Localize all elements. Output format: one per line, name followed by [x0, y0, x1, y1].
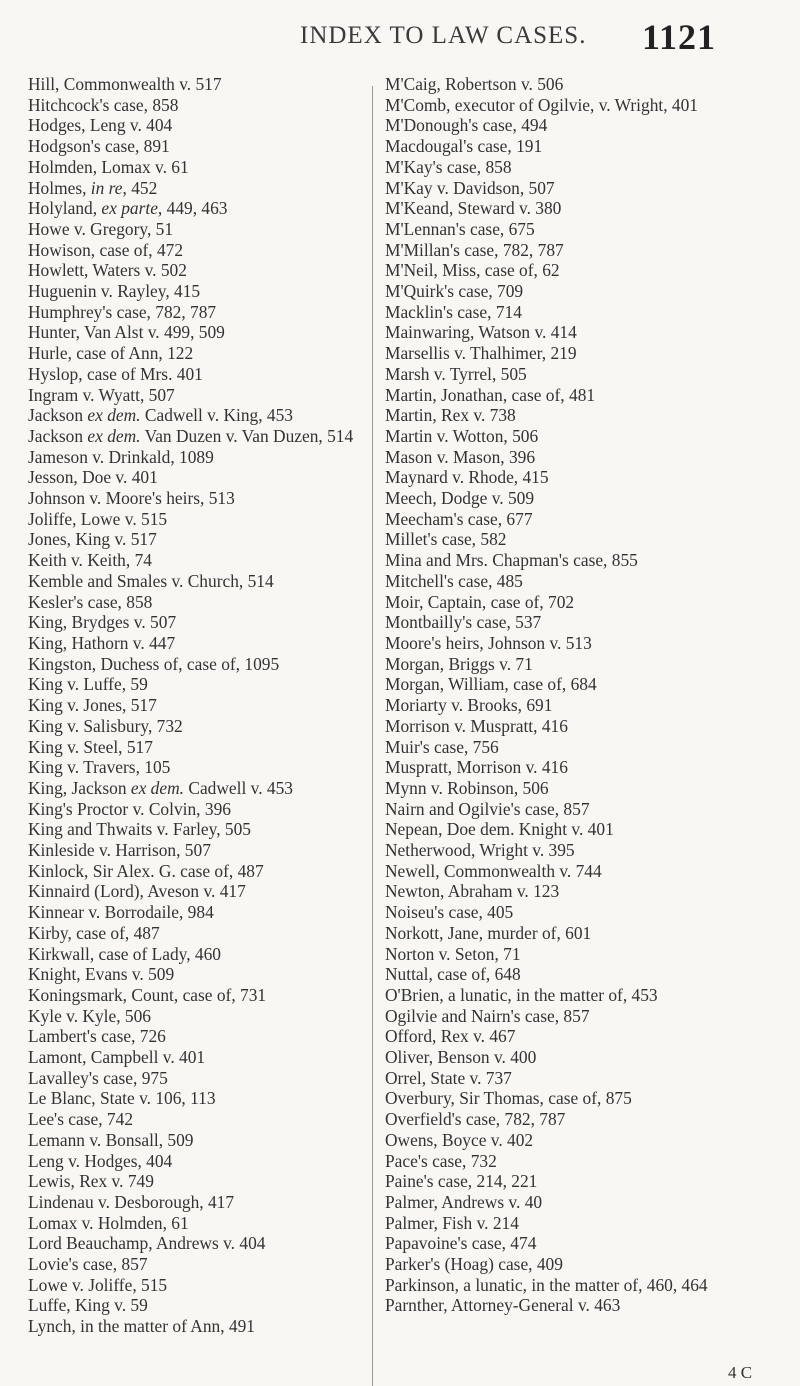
index-entry: Mitchell's case, 485 — [385, 570, 523, 591]
index-entry: M'Comb, executor of Ogilvie, v. Wright, 401 — [385, 94, 699, 115]
index-entry: Moir, Captain, case of, 702 — [385, 591, 575, 612]
index-entry: Palmer, Fish v. 214 — [385, 1212, 519, 1233]
index-entry: Lee's case, 742 — [28, 1109, 134, 1130]
index-entry: Moore's heirs, Johnson v. 513 — [385, 632, 592, 653]
index-entry: Kirby, case of, 487 — [28, 922, 160, 943]
index-entry: Le Blanc, State v. 106, 113 — [28, 1088, 216, 1109]
index-entry: Koningsmark, Count, case of, 731 — [28, 984, 267, 1005]
index-entry: Palmer, Andrews v. 40 — [385, 1191, 543, 1212]
index-entry: Hurle, case of Ann, 122 — [28, 343, 194, 364]
index-entry: Huguenin v. Rayley, 415 — [28, 281, 201, 302]
index-entry: Kirkwall, case of Lady, 460 — [28, 943, 222, 964]
index-entry: Netherwood, Wright v. 395 — [385, 840, 575, 861]
index-entry: King and Thwaits v. Farley, 505 — [28, 819, 251, 840]
signature-mark: 4 C — [728, 1363, 753, 1382]
index-entry: King v. Luffe, 59 — [28, 674, 148, 695]
index-entry: Lindenau v. Desborough, 417 — [28, 1191, 235, 1212]
index-entry: Luffe, King v. 59 — [28, 1295, 148, 1316]
index-entry: Kingston, Duchess of, case of, 1095 — [28, 653, 280, 674]
index-entry: Lord Beauchamp, Andrews v. 404 — [28, 1233, 266, 1254]
index-entry: Hunter, Van Alst v. 499, 509 — [28, 322, 225, 343]
index-entry: M'Quirk's case, 709 — [385, 281, 524, 302]
index-entry: Lavalley's case, 975 — [28, 1067, 168, 1088]
index-entry: Lambert's case, 726 — [28, 1026, 166, 1047]
index-entry: Jones, King v. 517 — [28, 529, 157, 550]
page-number: 1121 — [642, 17, 717, 57]
index-entry: King, Jackson ex dem. Cadwell v. 453 — [28, 777, 293, 798]
index-entry: Norkott, Jane, murder of, 601 — [385, 922, 592, 943]
index-entry: Ogilvie and Nairn's case, 857 — [385, 1005, 590, 1026]
index-entry: Hodges, Leng v. 404 — [28, 115, 173, 136]
index-entry: Kinlock, Sir Alex. G. case of, 487 — [28, 860, 264, 881]
index-entry: Hitchcock's case, 858 — [28, 94, 179, 115]
index-entry: King v. Salisbury, 732 — [28, 715, 183, 736]
index-entry: King, Brydges v. 507 — [28, 612, 177, 633]
index-entry: Kesler's case, 858 — [28, 591, 153, 612]
index-entry: M'Donough's case, 494 — [385, 115, 548, 136]
index-entry: Holyland, ex parte, 449, 463 — [28, 198, 228, 219]
index-entry: Mason v. Mason, 396 — [385, 446, 536, 467]
index-entry: M'Kay's case, 858 — [385, 156, 512, 177]
index-entry: Nepean, Doe dem. Knight v. 401 — [385, 819, 614, 840]
index-entry: Holmes, in re, 452 — [28, 177, 158, 198]
index-column-left — [28, 74, 368, 1337]
index-column-right — [385, 74, 777, 1316]
index-entry: Macklin's case, 714 — [385, 301, 522, 322]
index-entry: Johnson v. Moore's heirs, 513 — [28, 488, 235, 509]
index-entry: King, Hathorn v. 447 — [28, 632, 176, 653]
index-entry: Lynch, in the matter of Ann, 491 — [28, 1316, 256, 1337]
index-entry: Newell, Commonwealth v. 744 — [385, 860, 602, 881]
index-entry: Pace's case, 732 — [385, 1150, 497, 1171]
index-entry: Morrison v. Muspratt, 416 — [385, 715, 568, 736]
index-entry: Jackson ex dem. Cadwell v. King, 453 — [28, 405, 294, 426]
index-entry: M'Kay v. Davidson, 507 — [385, 177, 555, 198]
index-entry: Macdougal's case, 191 — [385, 136, 543, 157]
index-entry: Newton, Abraham v. 123 — [385, 881, 560, 902]
index-entry: Knight, Evans v. 509 — [28, 964, 175, 985]
index-entry: Howison, case of, 472 — [28, 239, 184, 260]
index-entry: Ingram v. Wyatt, 507 — [28, 384, 175, 405]
index-entry: Kinleside v. Harrison, 507 — [28, 840, 211, 861]
index-entry: Muir's case, 756 — [385, 736, 499, 757]
index-entry: Jameson v. Drinkald, 1089 — [28, 446, 214, 467]
index-entry: Jesson, Doe v. 401 — [28, 467, 158, 488]
index-entry: Millet's case, 582 — [385, 529, 507, 550]
index-entry: Overbury, Sir Thomas, case of, 875 — [385, 1088, 632, 1109]
index-entry: Martin, Rex v. 738 — [385, 405, 516, 426]
index-entry: Mainwaring, Watson v. 414 — [385, 322, 577, 343]
index-entry: M'Millan's case, 782, 787 — [385, 239, 564, 260]
index-entry: Mina and Mrs. Chapman's case, 855 — [385, 550, 638, 571]
index-entry: Morgan, Briggs v. 71 — [385, 653, 533, 674]
page-header — [0, 14, 800, 60]
index-entry: M'Lennan's case, 675 — [385, 218, 535, 239]
index-entry: Howlett, Waters v. 502 — [28, 260, 187, 281]
index-entry: Nuttal, case of, 648 — [385, 964, 521, 985]
index-entry: Lowe v. Joliffe, 515 — [28, 1274, 168, 1295]
index-entry: Oliver, Benson v. 400 — [385, 1047, 537, 1068]
index-entry: Owens, Boyce v. 402 — [385, 1129, 534, 1150]
index-entry: Martin, Jonathan, case of, 481 — [385, 384, 596, 405]
index-entry: Morgan, William, case of, 684 — [385, 674, 597, 695]
index-entry: Hodgson's case, 891 — [28, 136, 170, 157]
index-entry: Kyle v. Kyle, 506 — [28, 1005, 151, 1026]
index-entry: Parnther, Attorney-General v. 463 — [385, 1295, 621, 1316]
index-entry: Lamont, Campbell v. 401 — [28, 1047, 206, 1068]
index-entry: King v. Steel, 517 — [28, 736, 153, 757]
running-title: INDEX TO LAW CASES. — [300, 22, 587, 49]
index-entry: Martin v. Wotton, 506 — [385, 425, 539, 446]
index-entry: Moriarty v. Brooks, 691 — [385, 695, 553, 716]
index-entry: M'Neil, Miss, case of, 62 — [385, 260, 560, 281]
index-entry: Muspratt, Morrison v. 416 — [385, 757, 568, 778]
index-entry: Meecham's case, 677 — [385, 508, 533, 529]
index-entry: Kemble and Smales v. Church, 514 — [28, 570, 274, 591]
index-entry: Hill, Commonwealth v. 517 — [28, 74, 222, 94]
index-entry: Mynn v. Robinson, 506 — [385, 777, 549, 798]
index-entry: Kinnaird (Lord), Aveson v. 417 — [28, 881, 246, 902]
index-entry: Joliffe, Lowe v. 515 — [28, 508, 168, 529]
index-entry: M'Caig, Robertson v. 506 — [385, 74, 564, 94]
index-entry: Parker's (Hoag) case, 409 — [385, 1254, 563, 1275]
index-entry: Leng v. Hodges, 404 — [28, 1150, 173, 1171]
index-entry: Papavoine's case, 474 — [385, 1233, 537, 1254]
index-entry: Parkinson, a lunatic, in the matter of, 460, 464 — [385, 1274, 708, 1295]
column-divider — [372, 86, 373, 1386]
index-entry: King's Proctor v. Colvin, 396 — [28, 798, 231, 819]
index-entry: Paine's case, 214, 221 — [385, 1171, 538, 1192]
index-entry: King v. Travers, 105 — [28, 757, 171, 778]
index-entry: Nairn and Ogilvie's case, 857 — [385, 798, 590, 819]
index-entry: King v. Jones, 517 — [28, 695, 157, 716]
index-entry: Lomax v. Holmden, 61 — [28, 1212, 189, 1233]
index-entry: Marsellis v. Thalhimer, 219 — [385, 343, 577, 364]
index-entry: Noiseu's case, 405 — [385, 902, 514, 923]
index-entry: Maynard v. Rhode, 415 — [385, 467, 549, 488]
index-entry: Marsh v. Tyrrel, 505 — [385, 363, 527, 384]
index-entry: Meech, Dodge v. 509 — [385, 488, 535, 509]
index-entry: Jackson ex dem. Van Duzen v. Van Duzen, 514 — [28, 425, 354, 446]
index-entry: Offord, Rex v. 467 — [385, 1026, 516, 1047]
index-entry: Kinnear v. Borrodaile, 984 — [28, 902, 214, 923]
index-entry: M'Keand, Steward v. 380 — [385, 198, 562, 219]
index-entry: Howe v. Gregory, 51 — [28, 218, 174, 239]
index-entry: Lemann v. Bonsall, 509 — [28, 1129, 194, 1150]
index-entry: Lovie's case, 857 — [28, 1254, 148, 1275]
index-entry: Norton v. Seton, 71 — [385, 943, 521, 964]
index-entry: Montbailly's case, 537 — [385, 612, 542, 633]
index-entry: Orrel, State v. 737 — [385, 1067, 512, 1088]
index-entry: Lewis, Rex v. 749 — [28, 1171, 154, 1192]
index-entry: O'Brien, a lunatic, in the matter of, 453 — [385, 984, 658, 1005]
index-entry: Humphrey's case, 782, 787 — [28, 301, 217, 322]
index-entry: Keith v. Keith, 74 — [28, 550, 152, 571]
index-entry: Hyslop, case of Mrs. 401 — [28, 363, 203, 384]
index-entry: Holmden, Lomax v. 61 — [28, 156, 189, 177]
index-entry: Overfield's case, 782, 787 — [385, 1109, 566, 1130]
